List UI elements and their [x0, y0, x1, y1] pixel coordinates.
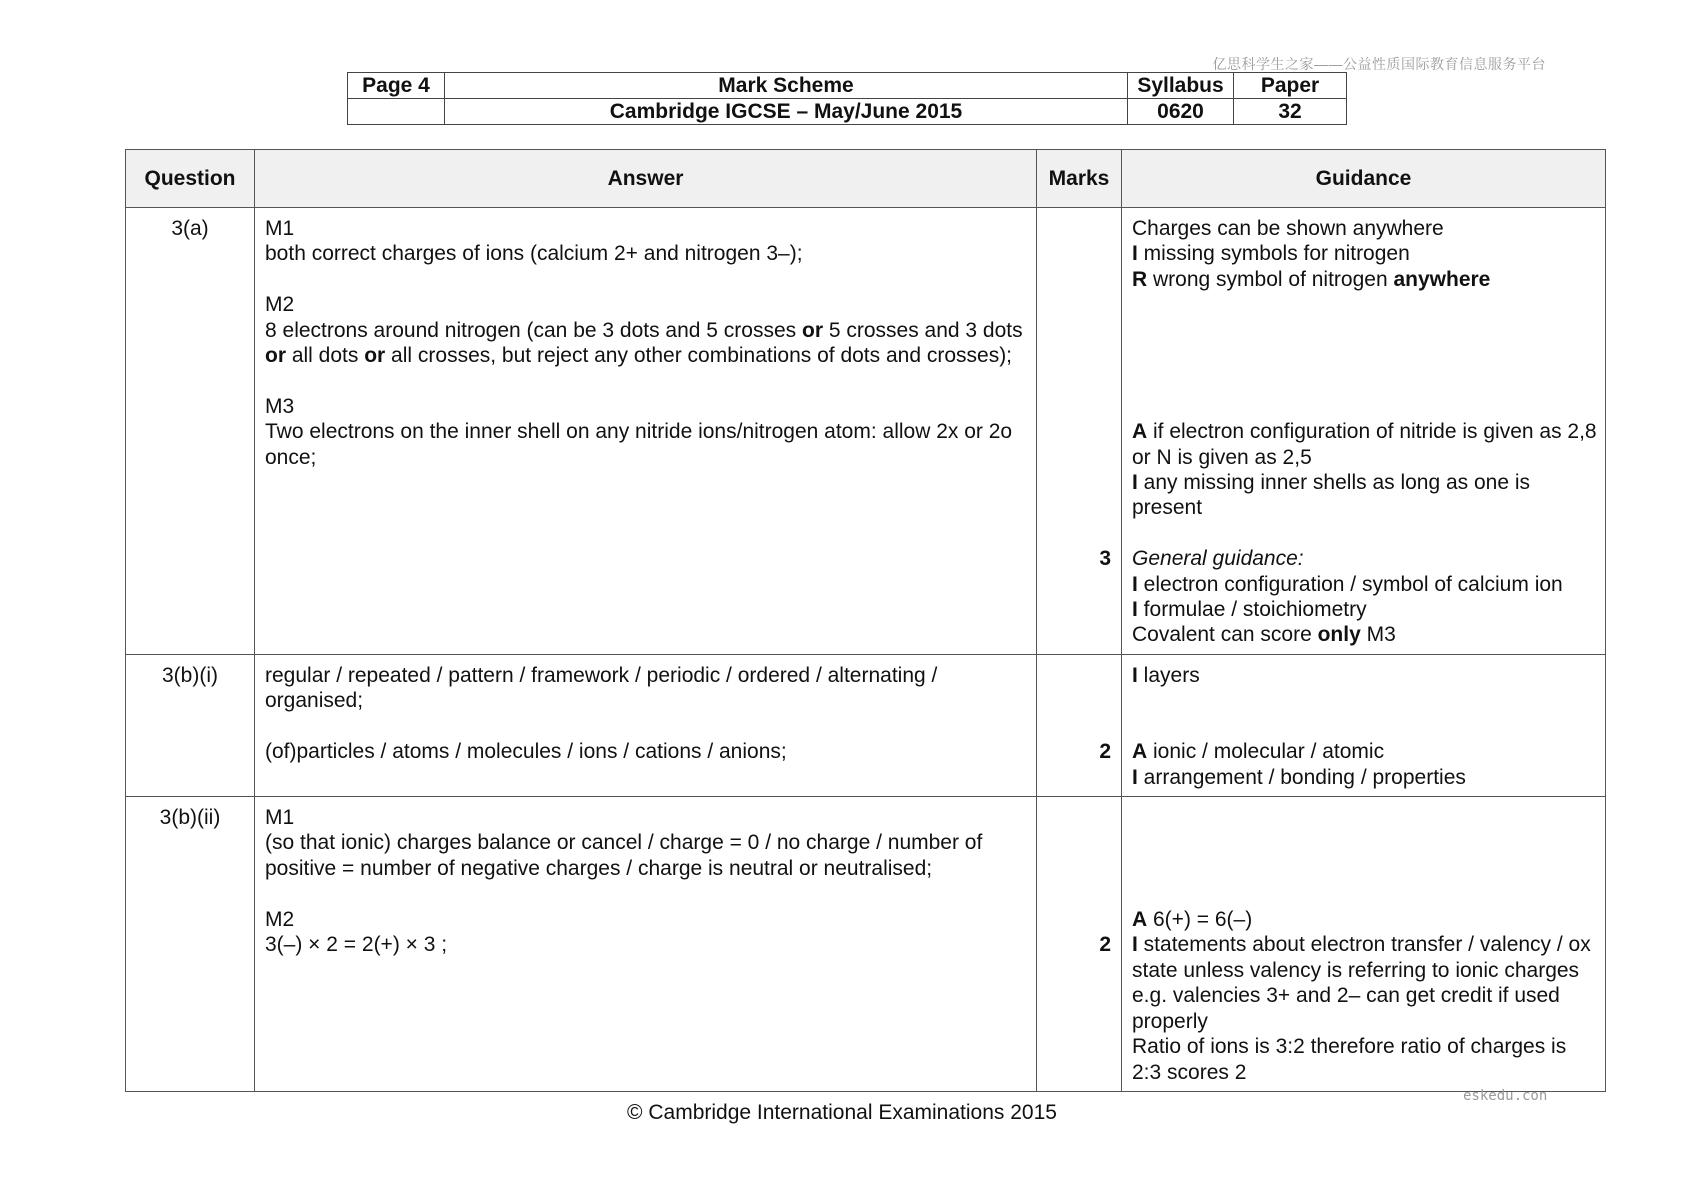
guidance-line: I layers — [1132, 663, 1200, 687]
guidance-line: A if electron configuration of nitride is given as 2,8 or N is given as 2,5 — [1132, 420, 1597, 469]
answer-m3-label: M3 — [265, 394, 295, 418]
guidance-line: A 6(+) = 6(–) — [1132, 908, 1253, 932]
column-header-guidance: Guidance — [1122, 150, 1606, 208]
answer-m2-text: 3(–) × 2 = 2(+) × 3 ; — [265, 933, 448, 957]
answer-cell — [255, 208, 1037, 655]
answer-m1-text: both correct charges of ions (calcium 2+ and nitrogen 3–); — [265, 242, 803, 266]
table-row — [126, 208, 1606, 655]
guidance-line: I arrangement / bonding / properties — [1132, 765, 1466, 789]
answer-m2-label: M2 — [265, 293, 295, 317]
guidance-line: I statements about electron transfer / valency / ox state unless valency is referring to ionic charges e.g. valencies 3+ and 2– can get credit if used properly — [1132, 933, 1591, 1033]
document-title: Mark Scheme — [445, 73, 1128, 99]
guidance-cell — [1122, 797, 1606, 1092]
guidance-line: R wrong symbol of nitrogen anywhere — [1132, 267, 1491, 291]
guidance-cell — [1122, 654, 1606, 796]
answer-m1-label: M1 — [265, 217, 295, 240]
column-header-marks: Marks — [1037, 150, 1122, 208]
guidance-line: A ionic / molecular / atomic — [1132, 740, 1385, 764]
answer-m2-text: 8 electrons around nitrogen (can be 3 dots and 5 crosses or 5 crosses and 3 dots or all dots or all crosses, but reject any other combinations of dots and crosses); — [265, 318, 1023, 368]
marks-cell — [1037, 654, 1122, 796]
marks-value: 3 — [1099, 547, 1111, 570]
page-number: Page 4 — [348, 73, 445, 99]
guidance-general-heading: General guidance: — [1132, 547, 1304, 571]
answer-cell — [255, 797, 1037, 1092]
document-subtitle: Cambridge IGCSE – May/June 2015 — [445, 99, 1128, 125]
question-number: 3(a) — [126, 208, 255, 655]
guidance-line: Charges can be shown anywhere — [1132, 217, 1444, 240]
answer-m1-text: (so that ionic) charges balance or cancel / charge = 0 / no charge / number of positive = number of negative charges / charge is neutral or neutralised; — [265, 831, 983, 880]
answer-text: (of)particles / atoms / molecules / ions / cations / anions; — [265, 740, 787, 764]
page-header-table — [347, 72, 1347, 125]
guidance-line: I missing symbols for nitrogen — [1132, 242, 1410, 266]
watermark-top: 亿思科学生之家——公益性质国际教育信息服务平台 — [1212, 56, 1546, 72]
answer-m1-label: M1 — [265, 806, 295, 830]
answer-m2-label: M2 — [265, 907, 295, 931]
table-row — [126, 654, 1606, 796]
guidance-line: Ratio of ions is 3:2 therefore ratio of charges is 2:3 scores 2 — [1132, 1035, 1567, 1084]
copyright-footer: © Cambridge International Examinations 2015 — [627, 1101, 1057, 1124]
question-number: 3(b)(i) — [126, 654, 255, 796]
watermark-bottom: eskedu.con — [1463, 1088, 1548, 1104]
question-number: 3(b)(ii) — [126, 797, 255, 1092]
paper-label: Paper — [1234, 73, 1347, 99]
guidance-line: I electron configuration / symbol of calcium ion — [1132, 572, 1563, 596]
answer-cell — [255, 654, 1037, 796]
mark-scheme-table — [125, 149, 1606, 1092]
column-header-question: Question — [126, 150, 255, 208]
guidance-cell — [1122, 208, 1606, 655]
syllabus-label: Syllabus — [1128, 73, 1234, 99]
guidance-line: I formulae / stoichiometry — [1132, 598, 1367, 622]
syllabus-code: 0620 — [1128, 99, 1234, 125]
paper-number: 32 — [1234, 99, 1347, 125]
table-row — [126, 797, 1606, 1092]
marks-value: 2 — [1099, 739, 1111, 763]
column-header-answer: Answer — [255, 150, 1037, 208]
answer-text: regular / repeated / pattern / framework / periodic / ordered / alternating / organised; — [265, 663, 938, 713]
marks-cell — [1037, 208, 1122, 655]
guidance-line: Covalent can score only M3 — [1132, 623, 1396, 647]
marks-value: 2 — [1099, 933, 1111, 957]
marks-cell — [1037, 797, 1122, 1092]
header-empty-cell — [348, 99, 445, 125]
table-header-row — [126, 150, 1606, 208]
guidance-line: I any missing inner shells as long as one is present — [1132, 471, 1531, 520]
answer-m3-text: Two electrons on the inner shell on any nitride ions/nitrogen atom: allow 2x or 2o once; — [265, 420, 1013, 469]
